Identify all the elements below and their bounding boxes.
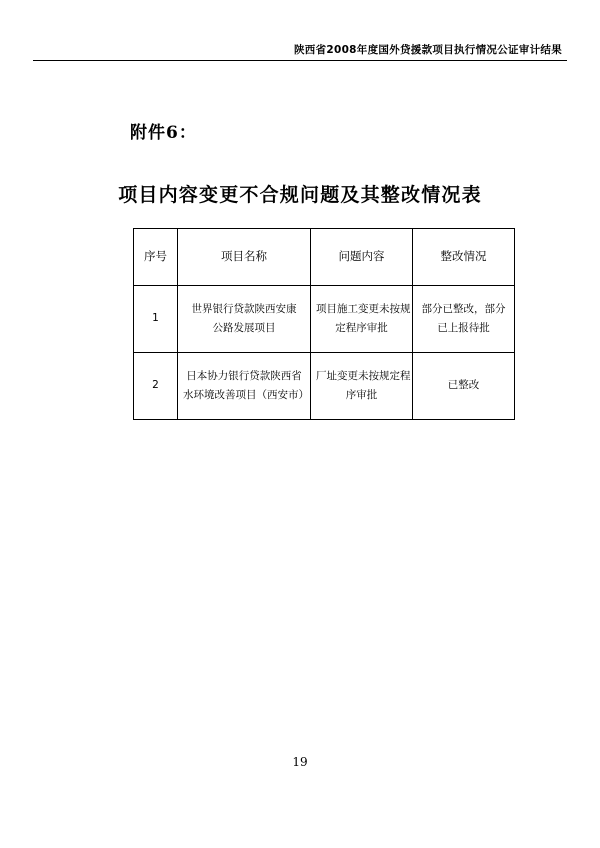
running-header-title: 陕西省2008年度国外贷援款项目执行情况公证审计结果 — [293, 44, 562, 56]
cell-issue — [311, 286, 413, 353]
compliance-table — [133, 228, 515, 420]
cell-text-line: 厂址变更未按规定程 — [316, 369, 411, 382]
cell-text-line: 部分已整改，部分 — [421, 302, 506, 315]
cell-text-line: 序审批 — [345, 389, 378, 401]
cell-text-line: 已上报待批 — [437, 322, 490, 334]
table-header-row — [134, 229, 515, 286]
column-header-project-name: 项目名称 — [178, 229, 311, 286]
cell-text-line: 公路发展项目 — [212, 322, 276, 334]
table-row — [134, 353, 515, 420]
page-number: 19 — [292, 755, 308, 769]
cell-issue — [311, 353, 413, 420]
cell-text-line: 水环境改善项目（西安市） — [183, 389, 309, 401]
table-row — [134, 286, 515, 353]
column-header-rectification: 整改情况 — [413, 229, 515, 286]
page-title: 项目内容变更不合规问题及其整改情况表 — [118, 184, 482, 206]
cell-text-line: 项目施工变更未按规 — [316, 302, 411, 315]
cell-text-line: 已整改 — [447, 379, 480, 392]
cell-project-name — [178, 286, 311, 353]
cell-rectification — [413, 353, 515, 420]
page-header — [33, 42, 567, 61]
cell-text-line: 世界银行贷款陕西安康 — [191, 302, 297, 315]
cell-text-line: 定程序审批 — [335, 322, 388, 334]
cell-row-number: 2 — [134, 353, 178, 420]
cell-rectification — [413, 286, 515, 353]
table-container — [133, 228, 514, 420]
column-header-no: 序号 — [134, 229, 178, 286]
column-header-issue: 问题内容 — [311, 229, 413, 286]
header-divider — [33, 60, 567, 61]
cell-text-line: 日本协力银行贷款陕西省 — [186, 369, 302, 382]
cell-project-name — [178, 353, 311, 420]
attachment-label: 附件6： — [130, 123, 197, 143]
cell-row-number: 1 — [134, 286, 178, 353]
